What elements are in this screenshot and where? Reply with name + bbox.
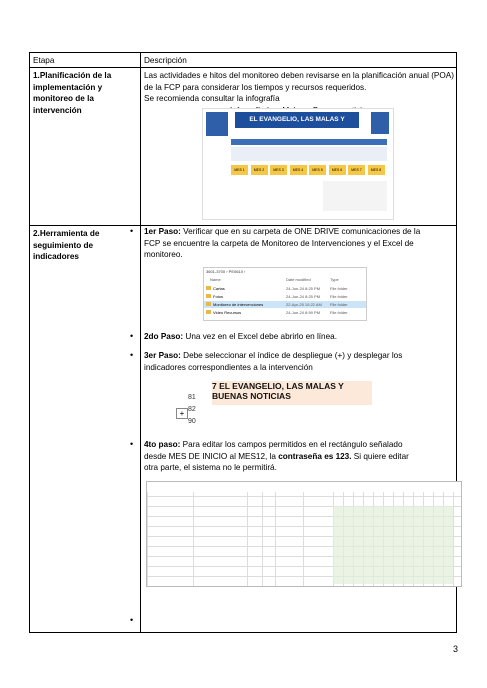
step-4-text: Para editar los campos permitidos en el rectángulo señalado desde MES DE INICIO al MES12, la xyxy=(144,440,403,461)
explorer-col-date: Date modified xyxy=(286,277,311,282)
editable-cell-range xyxy=(353,506,363,584)
step-1-text: Verificar que en su carpeta de ONE DRIVE comunicaciones de la FCP se encuentre la carpeta de Monitoreo de Intervenciones y el Excel de monitoreo. xyxy=(144,227,421,260)
sheet-col-line xyxy=(262,492,263,586)
bullet-dot: • xyxy=(130,439,134,449)
editable-cell-range xyxy=(333,506,343,584)
step-1-label: 1er Paso: xyxy=(144,227,181,236)
indicator-title: 7 EL EVANGELIO, LAS MALAS Y BUENAS NOTICIAS xyxy=(212,381,372,405)
editable-cell-range xyxy=(443,506,453,584)
infographic-row xyxy=(231,147,387,161)
row-numbers xyxy=(188,382,208,430)
expand-plus-icon: + xyxy=(176,408,188,419)
file-type: File folder xyxy=(330,310,348,315)
explorer-row[interactable] xyxy=(204,285,366,292)
sheet-col-line xyxy=(303,492,304,586)
file-date: 22-Apr-25 10:22 AM xyxy=(286,302,322,307)
step-4 xyxy=(144,439,424,474)
explorer-col-name: Name xyxy=(210,277,221,282)
infographic-step: MES 7 xyxy=(348,165,365,175)
row-number: 81 xyxy=(188,394,196,401)
explorer-row[interactable] xyxy=(204,293,366,300)
folder-icon xyxy=(206,286,211,290)
infographic-bar xyxy=(231,139,387,145)
explorer-row[interactable] xyxy=(204,301,366,308)
editable-cell-range xyxy=(403,506,413,584)
infographic-steps xyxy=(231,165,387,175)
file-type: File folder xyxy=(330,294,348,299)
logo-icon xyxy=(206,112,228,136)
sheet-col-line xyxy=(193,492,194,586)
file-explorer-image xyxy=(203,267,367,321)
editable-cell-range xyxy=(433,506,443,584)
sheet-col-line xyxy=(453,492,454,586)
step-4-text-end: Si quiere editar otra parte, el sistema no le permitirá. xyxy=(144,451,409,473)
row1-line1: Las actividades e hitos del monitoreo deben revisarse en la planificación anual (POA) xyxy=(144,71,454,80)
row-number: 90 xyxy=(188,418,196,425)
infographic-title: EL EVANGELIO, LAS MALAS Y BUENAS NOTICIAS xyxy=(235,112,359,128)
file-date: 24-Jun-24 8:25 PM xyxy=(286,286,321,291)
infographic-step: MES 2 xyxy=(251,165,268,175)
explorer-path: 3601-3700 › PE0610 › xyxy=(206,269,246,274)
folder-icon xyxy=(206,302,211,306)
file-name: Monitoreo de intervenciones xyxy=(213,302,264,307)
stage-1-label: 1.Planificación de la implementación y monitoreo de la intervención xyxy=(33,71,112,115)
folder-icon xyxy=(206,310,211,314)
editable-cell-range xyxy=(423,506,433,584)
file-date: 24-Jun-24 8:59 PM xyxy=(286,310,321,315)
explorer-col-type: Type xyxy=(330,277,339,282)
infographic-step: MES 1 xyxy=(231,165,248,175)
monitoring-sheet-image xyxy=(146,481,462,587)
infographic-step: MES 6 xyxy=(329,165,346,175)
file-type: File folder xyxy=(330,302,348,307)
row1-line2: de la FCP para considerar los tiempos y recursos requeridos. xyxy=(144,82,367,92)
table-column-divider xyxy=(140,53,141,632)
row1-line3: Se recomienda consultar la infografía xyxy=(144,94,280,103)
step-2-label: 2do Paso: xyxy=(144,332,184,341)
brand-icon xyxy=(371,112,389,134)
file-date: 24-Jun-24 8:25 PM xyxy=(286,294,321,299)
bullet-dot: • xyxy=(130,350,134,360)
step-1 xyxy=(144,226,424,261)
editable-cell-range xyxy=(383,506,393,584)
step-3 xyxy=(144,350,424,373)
infographic-step: MES 3 xyxy=(270,165,287,175)
bullet-dot: • xyxy=(130,331,134,341)
table-divider xyxy=(30,67,456,68)
infographic-step: MES 4 xyxy=(290,165,307,175)
stage-2-label: 2.Herramienta de seguimiento de indicadores xyxy=(33,229,100,261)
editable-cell-range xyxy=(373,506,383,584)
file-name: Video Recursos xyxy=(213,310,242,315)
password-text: contraseña es 123. xyxy=(278,451,352,461)
file-type: File folder xyxy=(330,286,348,291)
editable-cell-range xyxy=(363,506,373,584)
row-number: 82 xyxy=(188,406,196,413)
folder-icon xyxy=(206,294,211,298)
step-3-label: 3er Paso: xyxy=(144,351,181,360)
infographic-image xyxy=(202,108,394,220)
step-4-label: 4to paso: xyxy=(144,440,181,449)
header-stage: Etapa xyxy=(33,56,55,65)
bullet-dot: • xyxy=(130,615,134,625)
step-3-text: Debe seleccionar el índice de despliegue (+) y desplegar los indicadores correspondientes a la intervención xyxy=(144,351,403,372)
header-description: Descripción xyxy=(144,56,187,65)
sheet-col-line xyxy=(275,492,276,586)
page-number: 3 xyxy=(452,644,458,654)
infographic-step: MES 8 xyxy=(368,165,385,175)
explorer-row[interactable] xyxy=(204,309,366,316)
infographic-notes xyxy=(323,181,387,211)
sheet-col-line xyxy=(247,492,248,586)
sheet-col-line xyxy=(147,492,148,586)
file-name: Cartas xyxy=(213,286,225,291)
editable-cell-range xyxy=(393,506,403,584)
editable-cell-range xyxy=(413,506,423,584)
file-name: Fotos xyxy=(213,294,224,299)
excel-expand-image xyxy=(176,378,376,430)
bullet-dot: • xyxy=(130,226,134,236)
step-2-text: Una vez en el Excel debe abrirlo en línea. xyxy=(183,332,337,341)
editable-cell-range xyxy=(343,506,353,584)
step-2 xyxy=(144,331,424,343)
infographic-step: MES 5 xyxy=(309,165,326,175)
